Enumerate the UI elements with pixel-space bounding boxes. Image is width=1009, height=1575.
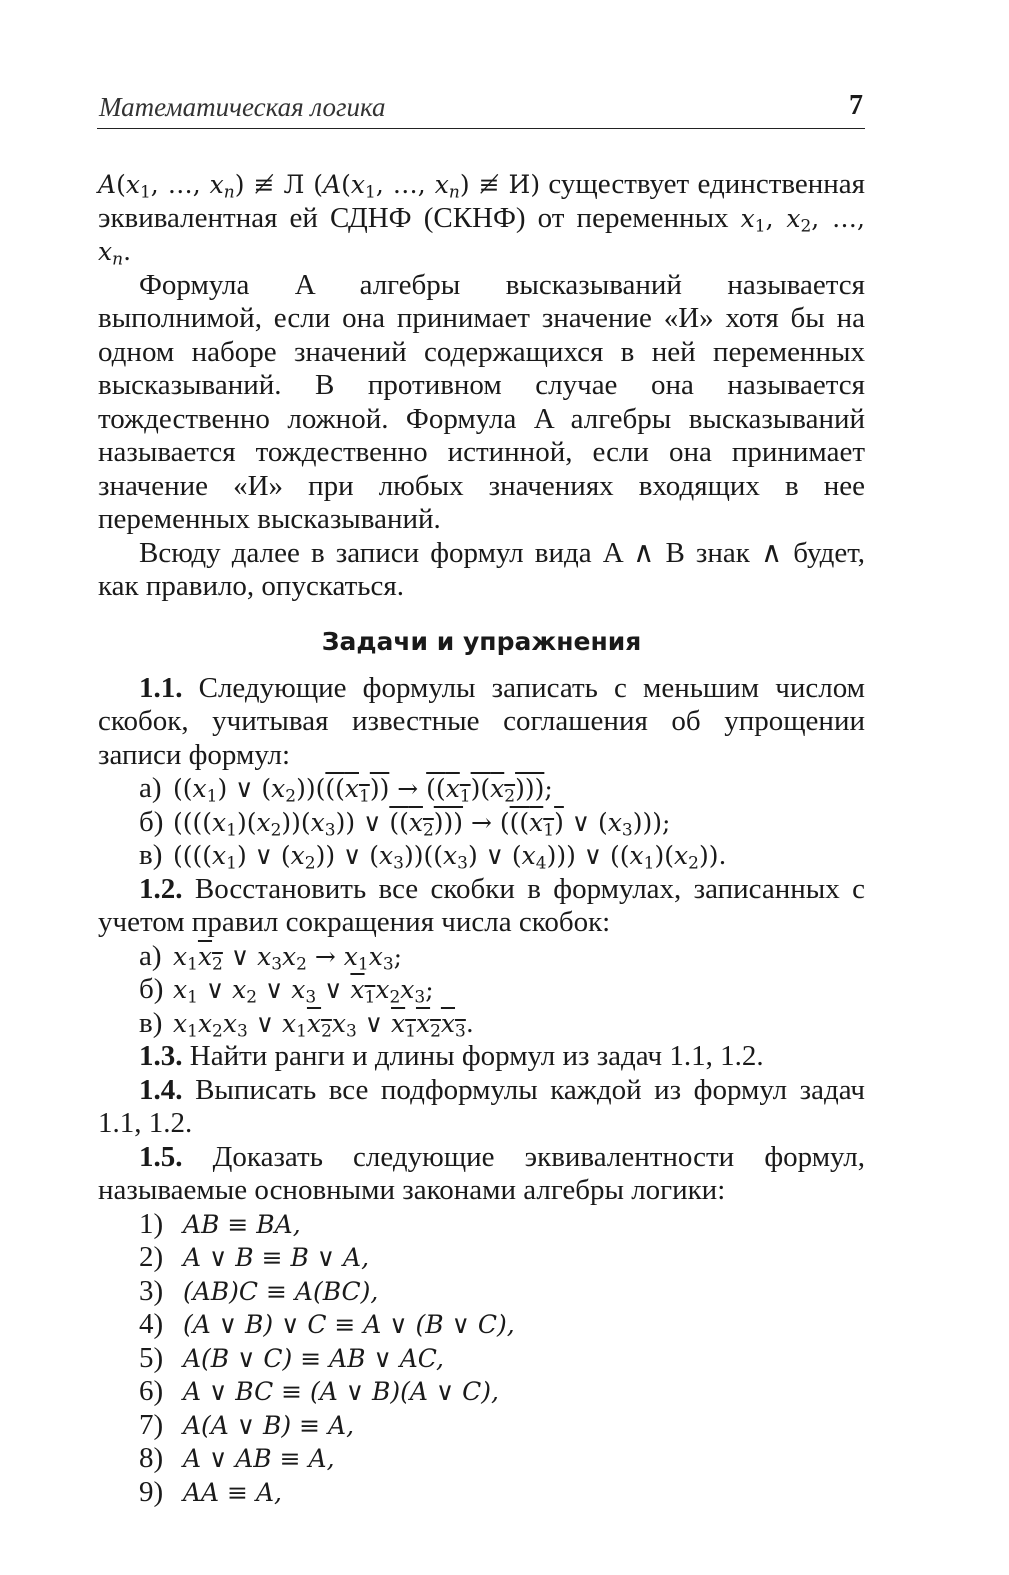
formula: ((($(x_1)$ ∨ $(x_2)$) ∨ $(x_3))((x_3)$ ∨ $(x_4)$)) ∨ $((x_1)(x_2))$.: [173, 841, 727, 874]
law-item: 1) AB ≡ BA,: [139, 1207, 301, 1240]
formula: A ∨ BC ≡ (A ∨ B)(A ∨ C),: [183, 1377, 500, 1406]
problem-1-3: [98, 1040, 865, 1074]
formula: A ∨ AB ≡ A,: [183, 1444, 335, 1473]
problem-text: Следующие формулы записать с меньшим числом скобок, учитывая известные соглашения об упрощении записи формул:: [98, 671, 865, 771]
formula: (AB)C ≡ A(BC),: [183, 1276, 379, 1306]
list-item: в) $x_1x_2x_3$ ∨ $x_1x_2x_3$ ∨ $x_1x_2x_3$.: [139, 1006, 474, 1041]
running-head: Математическая логика: [99, 92, 386, 122]
problem-text: Восстановить все скобки в формулах, записанных с учетом правил сокращения числа скобок:: [98, 872, 865, 938]
section-title: Задачи и упражнения: [321, 626, 642, 656]
law-item: 6) A ∨ BC ≡ (A ∨ B)(A ∨ C),: [139, 1375, 500, 1407]
problem-number: 1.2.: [139, 872, 183, 905]
list-item: а) ($(x_1)$ ∨ $(x_2))(((x_1)) \to ((x_1)(x_2)))$;: [139, 772, 553, 807]
law-item: 3) (AB)C ≡ A(BC),: [139, 1274, 379, 1307]
law-item: 8) A ∨ AB ≡ A,: [139, 1442, 335, 1474]
formula: A(A ∨ B) ≡ A,: [183, 1410, 355, 1440]
problem-1-5: [98, 1141, 865, 1208]
problem-number: 1.3.: [139, 1040, 183, 1072]
list-item: в) ((($(x_1)$ ∨ $(x_2)$) ∨ $(x_3))((x_3)$ ∨ $(x_4)$)) ∨ $((x_1)(x_2))$.: [139, 839, 727, 874]
problem-text: Найти ранги и длины формул из задач 1.1, 1.2.: [189, 1040, 764, 1072]
problem-text: Доказать следующие эквивалентности формул, называемые основными законами алгебры логики:: [98, 1140, 865, 1206]
formula: (A ∨ B) ∨ C ≡ A ∨ (B ∨ C),: [183, 1310, 515, 1339]
law-item: 5) A(B ∨ C) ≡ AB ∨ AC,: [139, 1341, 444, 1374]
intro-paragraph-2: Формула A алгебры высказываний называется выполнимой, если она принимает значение «И» хотя бы на одном наборе значений содержащихся в ней переменных высказываний. В противном случае она называется тождественно ложной. Формула A алгебры высказываний называется тождественно истинной, если она принимает значение «И» при любых значениях входящих в нее переменных высказываний.: [98, 268, 865, 535]
formula: ($(x_1)$ ∨ $(x_2))(((x_1)) \to ((x_1)(x_2)))$;: [173, 774, 553, 807]
intro-paragraph-3: Всюду далее в записи формул вида A ∧ B знак ∧ будет, как правило, опускаться.: [98, 536, 865, 602]
formula: ($(((x_1)(x_2))(x_3))$ ∨ $((x_2))) \to (((x_1)$ ∨ $(x_3)$));: [173, 807, 671, 840]
intro-paragraph-1: $A(x_1$, …, $x_n$) ≢ Л ($A(x_1$, …, $x_n$) ≢ И) существует единственная эквивалентная ей СДНФ (СКНФ) от переменных $x_1$, $x_2$, …, $x_n$.: [98, 168, 866, 270]
problem-1-2: [98, 873, 865, 940]
formula: AB ≡ BA,: [183, 1209, 301, 1239]
formula: $x_1x_2$ ∨ $x_3x_2 \to x_1x_3$;: [173, 941, 403, 974]
problem-1-4: [98, 1074, 865, 1141]
list-item: а) $x_1x_2$ ∨ $x_3x_2 \to x_1x_3$;: [139, 939, 403, 974]
page-content: [98, 168, 865, 1509]
problem-number: 1.1.: [139, 671, 183, 704]
law-item: 7) A(A ∨ B) ≡ A,: [139, 1408, 355, 1441]
problem-number: 1.4.: [139, 1073, 183, 1106]
problem-1-1: [98, 672, 865, 773]
intro-p1-text: существует единственная эквивалентная ей СДНФ (СКНФ) от переменных: [98, 168, 866, 234]
formula: AA ≡ A,: [183, 1477, 282, 1507]
list-item: б) $x_1$ ∨ $x_2$ ∨ $x_3$ ∨ $x_1x_2x_3$;: [139, 973, 434, 1008]
law-item: 4) (A ∨ B) ∨ C ≡ A ∨ (B ∨ C),: [139, 1308, 515, 1340]
problem-text: Выписать все подформулы каждой из формул задач 1.1, 1.2.: [98, 1073, 865, 1139]
formula: A ∨ B ≡ B ∨ A,: [183, 1243, 370, 1272]
law-item: 9) AA ≡ A,: [139, 1475, 282, 1508]
formula: A(B ∨ C) ≡ AB ∨ AC,: [183, 1343, 444, 1373]
list-item: б) ($(((x_1)(x_2))(x_3))$ ∨ $((x_2))) \to (((x_1)$ ∨ $(x_3)$));: [139, 805, 671, 840]
page-number: 7: [849, 90, 863, 121]
law-item: 2) A ∨ B ≡ B ∨ A,: [139, 1241, 370, 1273]
problem-number: 1.5.: [139, 1140, 183, 1173]
formula: $x_1x_2x_3$ ∨ $x_1x_2x_3$ ∨ $x_1x_2x_3$.: [173, 1008, 474, 1041]
formula: $x_1$ ∨ $x_2$ ∨ $x_3$ ∨ $x_1x_2x_3$;: [173, 975, 434, 1008]
page-header: [97, 88, 865, 129]
